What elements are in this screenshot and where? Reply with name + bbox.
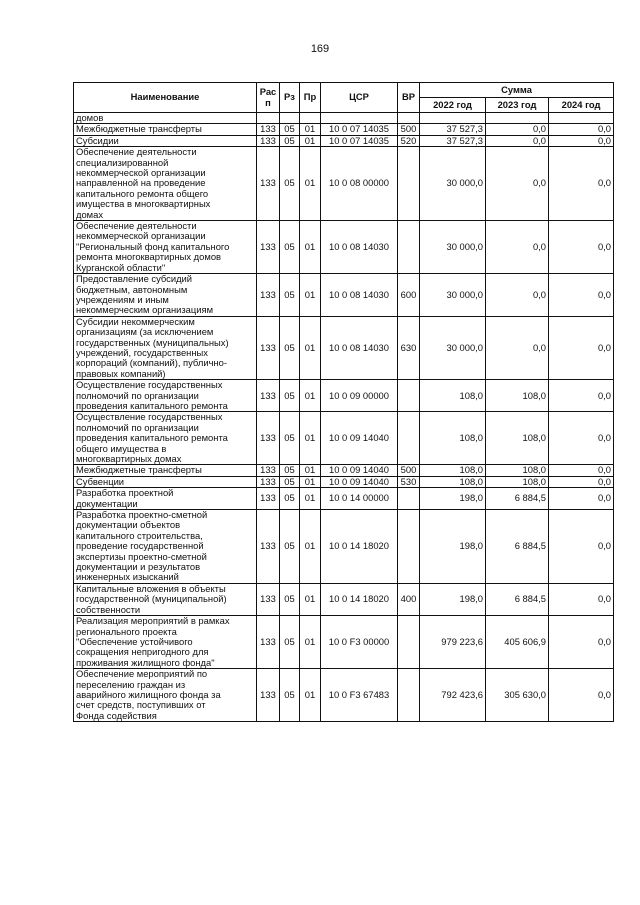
cell-name: Осуществление государственных полномочий по организации проведения капитального ремонта: [74, 380, 257, 412]
cell-2022: 108,0: [420, 465, 486, 476]
cell-pr: 01: [300, 135, 321, 146]
cell-name: Предоставление субсидий бюджетным, автономным учреждениям и иным некоммерческим организациям: [74, 274, 257, 317]
cell-rz: 05: [280, 583, 300, 615]
cell-rasp: 133: [257, 412, 280, 465]
cell-rasp: [257, 113, 280, 124]
cell-name: Реализация мероприятий в рамках регионального проекта "Обеспечение устойчивого сокращения непригодного для проживания жилищного фонда": [74, 616, 257, 669]
cell-name: Межбюджетные трансферты: [74, 465, 257, 476]
cell-rz: 05: [280, 221, 300, 274]
cell-name: Капитальные вложения в объекты государственной (муниципальной) собственности: [74, 583, 257, 615]
cell-rz: 05: [280, 465, 300, 476]
cell-2022: 30 000,0: [420, 274, 486, 317]
cell-vr: 500: [398, 124, 420, 135]
cell-csr: 10 0 F3 67483: [321, 669, 398, 722]
cell-pr: [300, 113, 321, 124]
cell-vr: 530: [398, 476, 420, 487]
cell-rz: 05: [280, 135, 300, 146]
cell-csr: 10 0 08 14030: [321, 274, 398, 317]
table-row: [74, 488, 614, 510]
cell-vr: [398, 510, 420, 584]
cell-pr: 01: [300, 583, 321, 615]
cell-vr: [398, 616, 420, 669]
cell-name: Разработка проектно-сметной документации объектов капитального строительства, проведение государственной экспертизы проектно-сметной документации и результатов инженерных изысканий: [74, 510, 257, 584]
cell-2024: 0,0: [549, 488, 614, 510]
table-row: [74, 380, 614, 412]
cell-name: Субсидии некоммерческим организациям (за исключением государственных (муниципальных) учреждений, государственных корпораций (компаний), публично- правовых компаний): [74, 316, 257, 379]
cell-vr: [398, 147, 420, 221]
cell-rasp: 133: [257, 147, 280, 221]
cell-rz: 05: [280, 616, 300, 669]
cell-2024: 0,0: [549, 147, 614, 221]
table-body: [74, 113, 614, 722]
cell-rasp: 133: [257, 583, 280, 615]
cell-2022: 37 527,3: [420, 135, 486, 146]
cell-vr: [398, 380, 420, 412]
cell-2023: 0,0: [486, 135, 549, 146]
cell-rasp: 133: [257, 274, 280, 317]
cell-2023: 0,0: [486, 147, 549, 221]
header-name: Наименование: [74, 83, 257, 113]
cell-2024: 0,0: [549, 465, 614, 476]
cell-csr: 10 0 14 18020: [321, 510, 398, 584]
cell-pr: 01: [300, 412, 321, 465]
cell-rasp: 133: [257, 669, 280, 722]
table-row: [74, 124, 614, 135]
cell-2024: 0,0: [549, 412, 614, 465]
cell-2022: 108,0: [420, 412, 486, 465]
cell-2023: 108,0: [486, 465, 549, 476]
cell-vr: 500: [398, 465, 420, 476]
cell-rasp: 133: [257, 510, 280, 584]
cell-pr: 01: [300, 465, 321, 476]
header-rz: Рз: [280, 83, 300, 113]
table-row: [74, 669, 614, 722]
cell-vr: 600: [398, 274, 420, 317]
cell-2023: 0,0: [486, 221, 549, 274]
cell-pr: 01: [300, 669, 321, 722]
cell-pr: 01: [300, 124, 321, 135]
cell-csr: 10 0 07 14035: [321, 135, 398, 146]
cell-csr: 10 0 F3 00000: [321, 616, 398, 669]
cell-csr: 10 0 09 14040: [321, 476, 398, 487]
cell-2024: 0,0: [549, 583, 614, 615]
cell-pr: 01: [300, 488, 321, 510]
cell-name: Обеспечение деятельности некоммерческой организации "Региональный фонд капитального ремонта многоквартирных домов Курганской области": [74, 221, 257, 274]
cell-pr: 01: [300, 616, 321, 669]
cell-2023: [486, 113, 549, 124]
cell-rasp: 133: [257, 616, 280, 669]
cell-pr: 01: [300, 476, 321, 487]
cell-2022: 37 527,3: [420, 124, 486, 135]
cell-csr: 10 0 09 00000: [321, 380, 398, 412]
table-row: [74, 465, 614, 476]
cell-vr: 400: [398, 583, 420, 615]
cell-2024: 0,0: [549, 669, 614, 722]
cell-rasp: 133: [257, 135, 280, 146]
cell-rz: 05: [280, 380, 300, 412]
cell-2023: 108,0: [486, 380, 549, 412]
header-2024: 2024 год: [549, 98, 614, 113]
cell-2024: 0,0: [549, 274, 614, 317]
cell-vr: [398, 113, 420, 124]
cell-vr: [398, 488, 420, 510]
cell-vr: 630: [398, 316, 420, 379]
cell-name: Разработка проектной документации: [74, 488, 257, 510]
header-csr: ЦСР: [321, 83, 398, 113]
header-sum: Сумма: [420, 83, 614, 98]
cell-2022: 979 223,6: [420, 616, 486, 669]
cell-2023: 405 606,9: [486, 616, 549, 669]
cell-pr: 01: [300, 147, 321, 221]
cell-2022: 30 000,0: [420, 221, 486, 274]
cell-csr: 10 0 09 14040: [321, 412, 398, 465]
table-row: [74, 221, 614, 274]
cell-2023: 108,0: [486, 476, 549, 487]
cell-2022: 108,0: [420, 476, 486, 487]
cell-pr: 01: [300, 316, 321, 379]
cell-rz: 05: [280, 476, 300, 487]
cell-2023: 0,0: [486, 316, 549, 379]
cell-csr: 10 0 14 00000: [321, 488, 398, 510]
cell-rasp: 133: [257, 316, 280, 379]
cell-name: Осуществление государственных полномочий по организации проведения капитального ремонта общего имущества в многоквартирных домах: [74, 412, 257, 465]
budget-table: [73, 82, 614, 722]
cell-rasp: 133: [257, 221, 280, 274]
cell-csr: 10 0 09 14040: [321, 465, 398, 476]
cell-2022: 792 423,6: [420, 669, 486, 722]
cell-2024: 0,0: [549, 135, 614, 146]
cell-rz: 05: [280, 147, 300, 221]
cell-vr: [398, 221, 420, 274]
cell-pr: 01: [300, 380, 321, 412]
cell-2023: 108,0: [486, 412, 549, 465]
cell-name: Обеспечение деятельности специализированной некоммерческой организации направленной на проведение капитального ремонта общего имущества в многоквартирных домах: [74, 147, 257, 221]
cell-2024: 0,0: [549, 316, 614, 379]
header-vr: ВР: [398, 83, 420, 113]
cell-2022: 108,0: [420, 380, 486, 412]
cell-2024: 0,0: [549, 510, 614, 584]
cell-rz: 05: [280, 510, 300, 584]
cell-csr: [321, 113, 398, 124]
cell-2022: 198,0: [420, 583, 486, 615]
table-row: [74, 510, 614, 584]
cell-rasp: 133: [257, 380, 280, 412]
cell-vr: [398, 669, 420, 722]
cell-rasp: 133: [257, 476, 280, 487]
cell-2024: [549, 113, 614, 124]
cell-2023: 6 884,5: [486, 488, 549, 510]
cell-rasp: 133: [257, 488, 280, 510]
cell-csr: 10 0 07 14035: [321, 124, 398, 135]
cell-2024: 0,0: [549, 380, 614, 412]
cell-csr: 10 0 08 14030: [321, 316, 398, 379]
cell-2023: 0,0: [486, 274, 549, 317]
cell-2022: 30 000,0: [420, 316, 486, 379]
cell-rz: 05: [280, 488, 300, 510]
cell-2023: 0,0: [486, 124, 549, 135]
table-row: [74, 616, 614, 669]
header-rasp: Рас п: [257, 83, 280, 113]
cell-2022: 198,0: [420, 488, 486, 510]
cell-2024: 0,0: [549, 476, 614, 487]
cell-2023: 305 630,0: [486, 669, 549, 722]
cell-2024: 0,0: [549, 124, 614, 135]
cell-pr: 01: [300, 274, 321, 317]
header-2023: 2023 год: [486, 98, 549, 113]
cell-rz: 05: [280, 669, 300, 722]
cell-2023: 6 884,5: [486, 583, 549, 615]
cell-rz: [280, 113, 300, 124]
table-row: [74, 135, 614, 146]
table-row: [74, 274, 614, 317]
cell-rz: 05: [280, 412, 300, 465]
cell-2023: 6 884,5: [486, 510, 549, 584]
cell-rasp: 133: [257, 124, 280, 135]
cell-rasp: 133: [257, 465, 280, 476]
table-row: [74, 583, 614, 615]
cell-rz: 05: [280, 124, 300, 135]
table-row: [74, 113, 614, 124]
cell-pr: 01: [300, 221, 321, 274]
cell-csr: 10 0 14 18020: [321, 583, 398, 615]
cell-name: Обеспечение мероприятий по переселению граждан из аварийного жилищного фонда за счет средств, поступивших от Фонда содействия: [74, 669, 257, 722]
cell-pr: 01: [300, 510, 321, 584]
cell-2024: 0,0: [549, 221, 614, 274]
cell-csr: 10 0 08 14030: [321, 221, 398, 274]
cell-rz: 05: [280, 274, 300, 317]
cell-2022: [420, 113, 486, 124]
table-row: [74, 316, 614, 379]
cell-vr: 520: [398, 135, 420, 146]
cell-vr: [398, 412, 420, 465]
header-2022: 2022 год: [420, 98, 486, 113]
cell-rz: 05: [280, 316, 300, 379]
cell-name: домов: [74, 113, 257, 124]
cell-2022: 30 000,0: [420, 147, 486, 221]
cell-name: Субвенции: [74, 476, 257, 487]
header-pr: Пр: [300, 83, 321, 113]
table-row: [74, 412, 614, 465]
cell-2024: 0,0: [549, 616, 614, 669]
cell-csr: 10 0 08 00000: [321, 147, 398, 221]
page-number: 169: [310, 43, 330, 55]
table-row: [74, 476, 614, 487]
cell-2022: 198,0: [420, 510, 486, 584]
cell-name: Межбюджетные трансферты: [74, 124, 257, 135]
table-row: [74, 147, 614, 221]
cell-name: Субсидии: [74, 135, 257, 146]
